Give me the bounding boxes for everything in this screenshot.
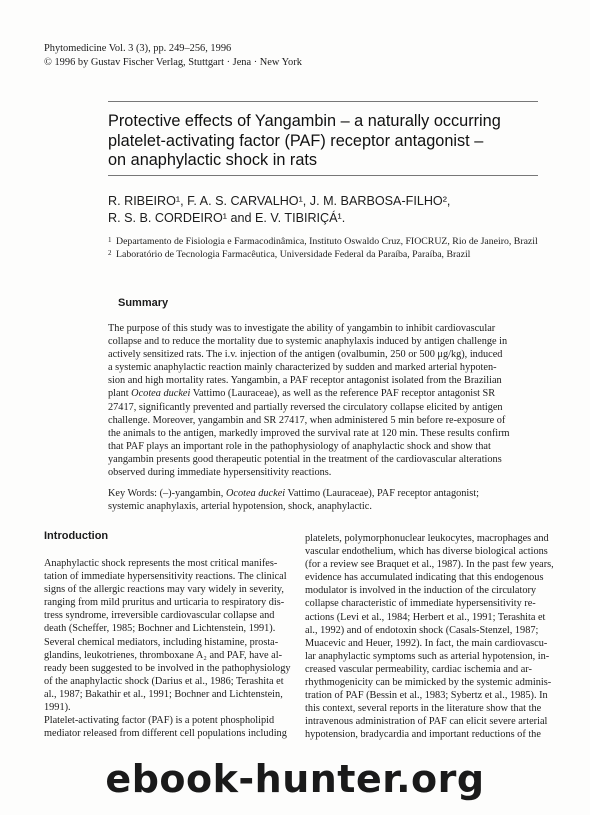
body-line: modulator is involved in the induction of the circulatory bbox=[305, 585, 537, 597]
summary-line: yangambin presents good therapeutic potential in the treatment of the cardiovascular alterations bbox=[108, 453, 502, 465]
affiliations bbox=[108, 236, 543, 263]
title-line: Protective effects of Yangambin – a naturally occurring bbox=[108, 112, 501, 130]
keywords-line: systemic anaphylaxis, arterial hypotension, shock, anaphylactic. bbox=[108, 501, 372, 513]
affiliation-number: 2 bbox=[108, 249, 112, 258]
body-line: tation of immediate hypersensitivity reactions. The clinical bbox=[44, 571, 287, 583]
body-line: 1991). bbox=[44, 702, 71, 714]
affiliation-text: Departamento de Fisiologia e Farmacodinâmica, Instituto Oswaldo Cruz, FIOCRUZ, Rio de Janeiro, Brazil bbox=[116, 236, 538, 247]
watermark-text: ebook-hunter.org bbox=[105, 757, 485, 801]
body-line: actions (Levi et al., 1984; Herbert et al., 1991; Terashita et bbox=[305, 611, 546, 623]
journal-citation: Phytomedicine Vol. 3 (3), pp. 249–256, 1996 bbox=[44, 43, 232, 54]
article-title bbox=[108, 112, 548, 171]
summary-line: The purpose of this study was to investigate the ability of yangambin to inhibit cardiovascular bbox=[108, 323, 496, 334]
body-line: ready been suggested to be involved in the pathophysiology bbox=[44, 662, 291, 674]
authors-line: R. RIBEIRO¹, F. A. S. CARVALHO¹, J. M. BARBOSA-FILHO², bbox=[108, 194, 451, 208]
authors-line: R. S. B. CORDEIRO¹ and E. V. TIBIRIÇÁ¹. bbox=[108, 211, 346, 225]
body-line: glandins, leukotrienes, thromboxane A₂ and PAF, have al- bbox=[44, 649, 283, 661]
keywords-line: Key Words: (–)-yangambin, Ocotea duckei Vattimo (Lauraceae), PAF receptor antagonist; bbox=[108, 488, 480, 499]
body-line: vascular endothelium, which has diverse biological actions bbox=[305, 546, 548, 558]
body-line: intravenous administration of PAF can elicit severe arterial bbox=[305, 716, 548, 728]
summary-line: sion and high mortality rates. Yangambin, a PAF receptor antagonist isolated from the Brazilian bbox=[108, 375, 502, 387]
body-line: al., 1987; Bakathir et al., 1991; Bochner and Lichtenstein, bbox=[44, 688, 283, 700]
body-line: mediator released from different cell populations including bbox=[44, 728, 287, 740]
body-line: Anaphylactic shock represents the most critical manifes- bbox=[44, 558, 278, 569]
affiliation-number: 1 bbox=[108, 236, 112, 244]
species-name: Ocotea duckei bbox=[225, 488, 286, 499]
summary-line: the animals to the antigen, markedly improved the survival rate at 120 min. These results confirm bbox=[108, 427, 510, 439]
summary-line: actively sensitized rats. The i.v. injection of the antigen (ovalbumin, 250 or 500 μg/kg), induced bbox=[108, 349, 503, 361]
body-line: signs of the allergic reactions may vary widely in severity, bbox=[44, 584, 284, 596]
title-rule-bottom bbox=[108, 175, 538, 176]
body-line: Several chemical mediators, including histamine, prosta- bbox=[44, 636, 279, 648]
journal-header bbox=[44, 42, 302, 70]
title-line: platelet-activating factor (PAF) receptor antagonist – bbox=[108, 131, 484, 150]
body-line: death (Scheffer, 1985; Bochner and Lichtenstein, 1991). bbox=[44, 623, 276, 635]
left-column bbox=[44, 557, 294, 740]
summary-line: challenge. Moreover, yangambin and SR 27417, when administered 5 min before re-exposure of bbox=[108, 414, 506, 426]
body-line: hypotension, bradycardia and important reductions of the bbox=[305, 729, 541, 741]
body-line: platelets, polymorphonuclear leukocytes, macrophages and bbox=[305, 533, 549, 544]
summary-line: a systemic anaphylactic reaction mainly characterized by sudden and marked arterial hypoten- bbox=[108, 362, 497, 374]
summary-line: collapse and to reduce the mortality due to systemic anaphylaxis induced by antigen challenge in bbox=[108, 336, 508, 348]
body-line: evidence has accumulated indicating that this endogenous bbox=[305, 572, 544, 584]
body-line: tress syndrome, irreversible cardiovascular collapse and bbox=[44, 610, 275, 622]
key-words bbox=[108, 487, 544, 513]
right-column bbox=[305, 532, 555, 742]
summary-line: observed during immediate hypersensitivity reactions. bbox=[108, 467, 332, 479]
body-line: (for a review see Braquet et al., 1987). In the past few years, bbox=[305, 559, 554, 571]
summary-line: 27417, significantly prevented and partially reversed the circulatory collapse elicited by antigen bbox=[108, 401, 503, 413]
affiliation-2 bbox=[108, 249, 543, 261]
species-name: Ocotea duckei bbox=[131, 388, 191, 400]
body-line: lar anaphylactic symptoms such as arterial hypotension, in- bbox=[305, 650, 550, 662]
body-line: ranging from mild pruritus and urticaria to respiratory dis- bbox=[44, 597, 285, 609]
affiliation-1 bbox=[108, 236, 543, 248]
body-line: al., 1992) and of endotoxin shock (Casals-Stenzel, 1987; bbox=[305, 624, 539, 636]
affiliation-text: Laboratório de Tecnologia Farmacêutica, Universidade Federal da Paraíba, Paraíba, Brazil bbox=[116, 249, 471, 261]
author-list bbox=[108, 193, 548, 227]
body-line: rhythmogenicity can be mimicked by the systemic adminis- bbox=[305, 677, 552, 689]
body-line: this context, several reports in the literature show that the bbox=[305, 703, 542, 715]
body-line: of the anaphylactic shock (Darius et al., 1986; Terashita et bbox=[44, 675, 284, 687]
summary-line: plant Ocotea duckei Vattimo (Lauraceae), as well as the reference PAF receptor antagonist SR bbox=[108, 388, 496, 400]
body-line: Platelet-activating factor (PAF) is a potent phospholipid bbox=[44, 715, 275, 727]
summary-heading: Summary bbox=[118, 297, 169, 309]
body-line: tration of PAF (Bessin et al., 1983; Sybertz et al., 1985). In bbox=[305, 690, 548, 702]
journal-copyright: © 1996 by Gustav Fischer Verlag, Stuttgart · Jena · New York bbox=[44, 57, 302, 68]
body-line: collapse characteristic of immediate hypersensitivity re- bbox=[305, 598, 536, 610]
body-line: Muacevic and Heuer, 1992). In fact, the main cardiovascu- bbox=[305, 637, 548, 649]
title-rule-top bbox=[108, 101, 538, 102]
title-line: on anaphylactic shock in rats bbox=[108, 151, 318, 169]
summary-line: that PAF plays an important role in the pathophysiology of anaphylactic shock and show that bbox=[108, 440, 491, 452]
summary-text bbox=[108, 322, 544, 479]
introduction-heading: Introduction bbox=[44, 530, 109, 542]
body-line: creased vascular permeability, cardiac ischemia and ar- bbox=[305, 663, 532, 675]
